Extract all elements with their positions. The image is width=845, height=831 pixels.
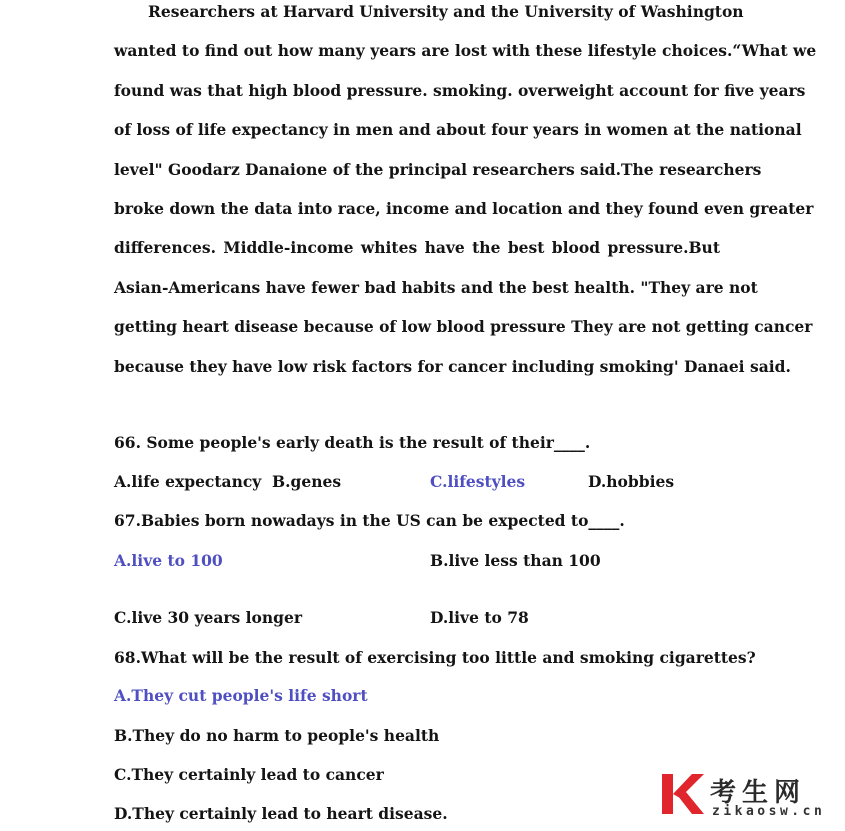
q67-option-a-answer: A.live to 100 (114, 551, 223, 570)
passage-line: found was that high blood pressure. smoking. overweight account for five years (114, 80, 806, 100)
question-68-stem: 68.What will be the result of exercising too little and smoking cigarettes? (114, 648, 756, 667)
passage-line: Asian-Americans have fewer bad habits and the best health. "They are not (114, 277, 758, 297)
passage-line: differences. Middle-income whites have the best blood pressure.But (114, 238, 720, 258)
q66-option-d: D.hobbies (588, 472, 675, 491)
q68-option-c: C.They certainly lead to cancer (114, 765, 384, 784)
watermark-name: 考生网 (710, 778, 807, 808)
passage-line: broke down the data into race, income and location and they found even greater (114, 198, 814, 218)
q66-option-c-answer: C.lifestyles (430, 472, 526, 491)
q66-option-a: A.life expectancy (114, 472, 262, 491)
passage-line: of loss of life expectancy in men and about four years in women at the national (114, 120, 802, 140)
passage-line: wanted to find out how many years are lost with these lifestyle choices.“What we (114, 41, 817, 61)
question-66-stem: 66. Some people's early death is the result of their____. (114, 433, 591, 452)
k-logo-icon (660, 770, 706, 818)
passage-line: getting heart disease because of low blood pressure They are not getting cancer (114, 317, 813, 337)
q67-option-d: D.live to 78 (430, 608, 529, 627)
q68-option-d: D.They certainly lead to heart disease. (114, 804, 448, 823)
question-67-stem: 67.Babies born nowadays in the US can be expected to____. (114, 511, 625, 530)
passage-line: Researchers at Harvard University and the University of Washington (148, 2, 744, 21)
q67-option-b: B.live less than 100 (430, 551, 601, 570)
q67-option-c: C.live 30 years longer (114, 608, 303, 627)
q68-option-b: B.They do no harm to people's health (114, 726, 440, 745)
watermark-logo (660, 770, 840, 825)
watermark-url: zikaosw.cn (712, 804, 826, 819)
q66-option-b: B.genes (272, 472, 342, 491)
passage-line: level" Goodarz Danaione of the principal researchers said.The researchers (114, 159, 762, 179)
passage-line: because they have low risk factors for cancer including smoking' Danaei said. (114, 356, 791, 376)
q68-option-a-answer: A.They cut people's life short (114, 686, 368, 705)
passage (114, 0, 817, 394)
